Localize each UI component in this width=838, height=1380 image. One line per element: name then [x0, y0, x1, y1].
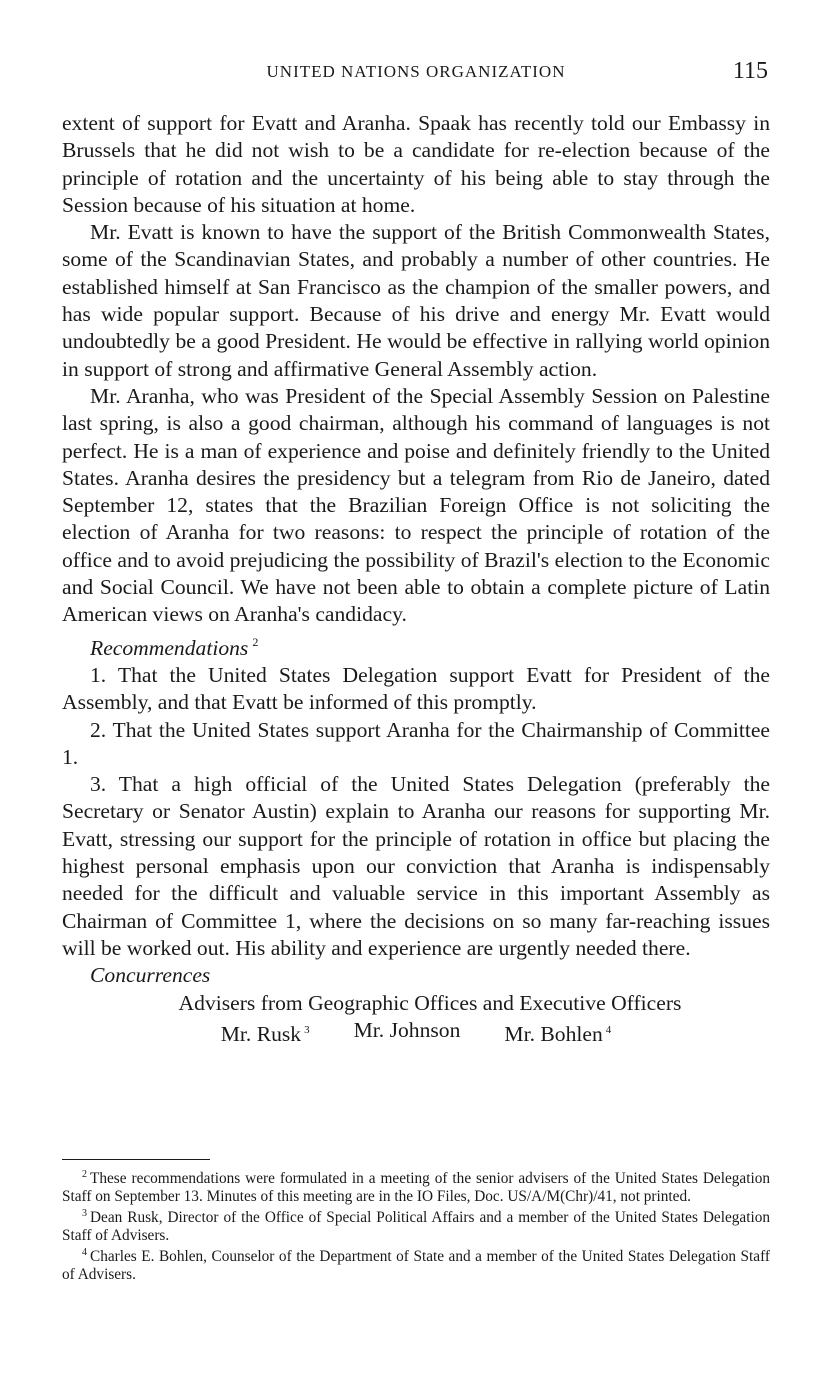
footnote-ref-2[interactable]: 2 — [252, 634, 259, 649]
footnote-text: These recommendations were formulated in a meeting of the senior advisers of the United States Delegation Staff on September 13. Minutes of this meeting are in the IO Files, Doc. US/A/M(Chr)/41, not printed. — [62, 1170, 770, 1205]
concurrences-names — [62, 1017, 770, 1048]
recommendations-heading-text: Recommendations — [90, 635, 249, 660]
recommendation-item: 2. That the United States support Aranha for the Chairmanship of Committee 1. — [62, 717, 770, 769]
footnote-mark: 4 — [82, 1247, 87, 1259]
recommendation-item: 1. That the United States Delegation support Evatt for President of the Assembly, and that Evatt be informed of this promptly. — [62, 662, 770, 715]
paragraph-continuation: extent of support for Evatt and Aranha. Spaak has recently told our Embassy in Brussels that he did not wish to be a candidate for re-election because of the principle of rotation and the uncertainty of his being able to stay through the Session because of his situation at home. — [62, 111, 770, 217]
footnote-ref-4[interactable]: 4 — [605, 1023, 612, 1036]
footnote-mark: 3 — [82, 1208, 87, 1220]
footnote-ref-3[interactable]: 3 — [304, 1023, 310, 1036]
paragraph-evatt: Mr. Evatt is known to have the support of the British Commonwealth States, some of the Scandinavian States, and probably a number of other countries. He established himself at San Francisco as the champion of the smaller powers, and has wide popular support. Because of his drive and energy Mr. Evatt would undoubtedly be a good President. He would be effective in rallying world opinion in support of strong and affirmative General Assembly action. — [62, 220, 770, 381]
concurrence-name: Mr. Rusk $^3$ — [220, 1021, 310, 1046]
concurrences-line: Advisers from Geographic Offices and Executive Officers — [178, 990, 682, 1015]
recommendations-heading — [62, 629, 770, 662]
footnote-divider — [62, 1159, 210, 1160]
footnotes — [62, 1166, 770, 1284]
running-header — [62, 58, 770, 92]
footnote-text: Dean Rusk, Director of the Office of Special Political Affairs and a member of the United States Delegation Staff of Advisers. — [62, 1209, 770, 1244]
recommendation-item: 3. That a high official of the United States Delegation (preferably the Secretary or Senator Austin) explain to Aranha our reasons for supporting Mr. Evatt, stressing our support for the principle of rotation in office but placing the highest personal emphasis upon our conviction that Aranha is indispensably needed for the difficult and valuable service in this important Assembly as Chairman of Committee 1, where the decisions on so many far-reaching issues will be worked out. His ability and experience are urgently needed there. — [62, 772, 770, 960]
footnote — [62, 1205, 770, 1244]
footnote-mark: 2 — [82, 1169, 87, 1180]
footnote — [62, 1166, 770, 1205]
page-number: 115 — [732, 58, 768, 84]
header-title: UNITED NATIONS ORGANIZATION — [266, 62, 566, 81]
footnote — [62, 1244, 770, 1283]
footnote-text: Charles E. Bohlen, Counselor of the Department of State and a member of the United States Delegation Staff of Advisers. — [62, 1248, 770, 1283]
concurrence-name: Mr. Johnson — [353, 1017, 461, 1042]
paragraph-aranha: Mr. Aranha, who was President of the Special Assembly Session on Palestine last spring, is also a good chairman, although his command of languages is not perfect. He is a man of experience and poise and definitely friendly to the United States. Aranha desires the presidency but a telegram from Rio de Janeiro, dated September 12, states that the Brazilian Foreign Office is not soliciting the election of Aranha for two reasons: to respect the principle of rotation of the office and to avoid prejudicing the possibility of Brazil's election to the Economic and Social Council. We have not been able to obtain a complete picture of Latin American views on Aranha's candidacy. — [62, 383, 770, 627]
concurrence-name: Mr. Bohlen $^4$ — [504, 1021, 612, 1046]
body-text — [62, 110, 770, 1048]
concurrences-heading: Concurrences — [90, 963, 211, 988]
